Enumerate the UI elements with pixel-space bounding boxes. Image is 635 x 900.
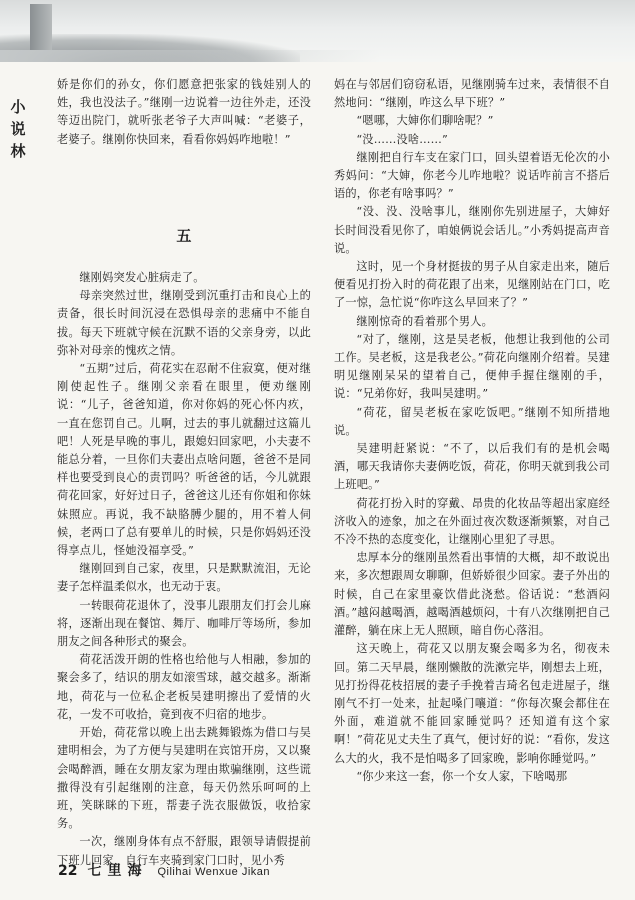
paragraph: 开始，荷花常以晚上出去跳舞锻炼为借口与吴建明相会，为了方便与吴建明在宾馆开房，又以聚会喝醉酒，睡在女朋友家为理由欺骗继刚，这些谎撒得没有引起继刚的注意，每天仍然乐呵呵的上班，笑眯眯的下班，帮妻子洗衣服做饭，收拾家务。 bbox=[57, 726, 311, 831]
paragraph: 吴建明赶紧说：“不了，以后我们有的是机会喝酒，哪天我请你夫妻俩吃饭，荷花，你明天就到我公司上班吧。” bbox=[334, 442, 610, 492]
paragraph: 荷花活泼开朗的性格也给他与人相融，参加的聚会多了，结识的朋友如滚雪球，越交越多。渐渐地，荷花与一位私企老板吴建明擦出了爱情的火花，一发不可收拾，竟到夜不归宿的地步。 bbox=[57, 653, 311, 721]
left-column bbox=[57, 76, 311, 870]
paragraph: “你少来这一套，你一个女人家，下啥喝那 bbox=[356, 769, 568, 783]
paragraph: “没、没、没啥事儿，继刚你先别进屋子，大婶好长时间没看见你了，咱娘俩说会话儿。”小秀妈提高声音说。 bbox=[334, 205, 610, 255]
magazine-title: 七里海 bbox=[87, 863, 148, 879]
section-tag: 小说林 bbox=[10, 98, 26, 160]
right-column bbox=[334, 76, 610, 786]
magazine-roman-title: Qilihai Wenxue Jikan bbox=[157, 866, 270, 878]
paragraph: 继刚回到自己家，夜里，只是默默流泪，无论妻子怎样温柔似水，也无动于衷。 bbox=[57, 562, 311, 594]
paragraph: 母亲突然过世，继刚受到沉重打击和良心上的责备，很长时间沉浸在恐惧母亲的悲痛中不能自拔。每天下班就守候在沉默不语的父亲身旁，以此弥补对母亲的愧疚之情。 bbox=[57, 289, 311, 357]
paragraph: 这时，见一个身材挺拔的男子从自家走出来，随后便看见打扮入时的荷花跟了出来，见继刚站在门口，吃了一惊，急忙说“你咋这么早回来了？” bbox=[334, 260, 610, 310]
header-banner-photo bbox=[0, 0, 635, 62]
paragraph: “没……没啥……” bbox=[356, 132, 448, 146]
paragraph: 这天晚上，荷花又以朋友聚会喝多为名，彻夜未回。第二天早晨，继刚懒散的洗漱完毕，刚想去上班，见打扮得花枝招展的妻子手挽着吉琦名包走进屋子，继刚气不打一处来，扯起嗓门嚷道：“你每次聚会都住在外面，难道就不能回家睡觉吗？还知道有这个家啊！”荷花见丈夫生了真气，便讨好的说：“看你，发这么大的火，我不是怕喝多了回家晚，影响你睡觉吗。” bbox=[334, 642, 610, 765]
paragraph: 妈在与邻居们窃窃私语，见继刚骑车过来，表情很不自然地问：“继刚，咋这么早下班？” bbox=[334, 78, 610, 110]
page-footer bbox=[58, 860, 270, 882]
photo-tower bbox=[30, 4, 52, 50]
paragraph: “五期”过后，荷花实在忍耐不住寂寞，便对继刚使起性子。继刚父亲看在眼里，便劝继刚说：“儿子，爸爸知道，你对你妈的死心怀内疚，一直在您罚自己。儿啊，过去的事儿就翻过这篇儿吧！人死是早晚的事儿，跟媳妇回家吧，小夫妻不能总分着，一旦你们夫妻出点啥问题，爸爸不是同样也要受到良心的责罚吗？听爸爸的话，今儿就跟荷花回家，好好过日子，爸爸这儿还有你姐和你妹妹照应。再说，我不缺胳膊少腿的，用不着人伺候，老两口了总有要单儿的时候，只是你妈妈还没得享点儿，怪她没福享受。” bbox=[57, 362, 311, 558]
photo-water bbox=[0, 50, 380, 62]
paragraph: 忠厚本分的继刚虽然看出事情的大概，却不敢说出来，多次想跟周女聊聊，但娇娇很少回家。妻子外出的时候，自己在家里豪饮借此浇愁。俗话说：“愁酒闷酒。”越闷越喝酒，越喝酒越烦闷，十有八次继刚把自己灌醉，躺在床上无人照顾，暗自伤心落泪。 bbox=[334, 551, 610, 638]
paragraph: 继刚惊奇的看着那个男人。 bbox=[356, 314, 494, 328]
paragraph: 继刚妈突发心脏病走了。 bbox=[79, 271, 205, 285]
paragraph: “荷花，留吴老板在家吃饭吧。”继刚不知所措地说。 bbox=[334, 405, 610, 437]
paragraph: 一次，继刚身体有点不舒服，跟领导请假提前下班儿回家，自行车夹骑到家门口时，见小秀 bbox=[57, 835, 311, 867]
paragraph: “对了，继刚，这是吴老板，他想让我到他的公司工作。吴老板，这是我老公。”荷花向继刚介绍着。吴建明见继刚呆呆的望着自己，便伸手握住继刚的手，说：“兄弟你好，我叫吴建明。” bbox=[334, 332, 610, 401]
paragraph: 娇是你们的孙女，你们愿意把张家的钱娃别人的姓，我也没法子。”继刚一边说着一边往外走，还没等迈出院门，就听张老爷子大声叫喊：“老婆子，老婆子。继刚你快回来，看看你妈妈咋地啦！” bbox=[57, 78, 311, 146]
paragraph: 一转眼荷花退休了，没事儿跟朋友们打会儿麻将，逐渐出现在餐馆、舞厅、咖啡厅等场所，参加朋友之间各种形式的聚会。 bbox=[57, 598, 311, 649]
page-number: 22 bbox=[58, 863, 78, 879]
paragraph: “嗯哪，大婶你们聊啥呢？” bbox=[356, 114, 494, 128]
paragraph: 继刚把自行车支在家门口，回头望着语无伦次的小秀妈问：“大婶，你老今儿咋地啦？说话咋前言不搭后语的，你老有啥事吗？” bbox=[334, 150, 610, 201]
paragraph: 荷花打扮入时的穿戴、昂贵的化妆品等超出家庭经济收入的迹象，加之在外面过夜次数逐渐频繁，对自己不冷不热的态度变化，让继刚心里犯了寻思。 bbox=[334, 496, 610, 547]
chapter-heading: 五 bbox=[176, 226, 192, 245]
